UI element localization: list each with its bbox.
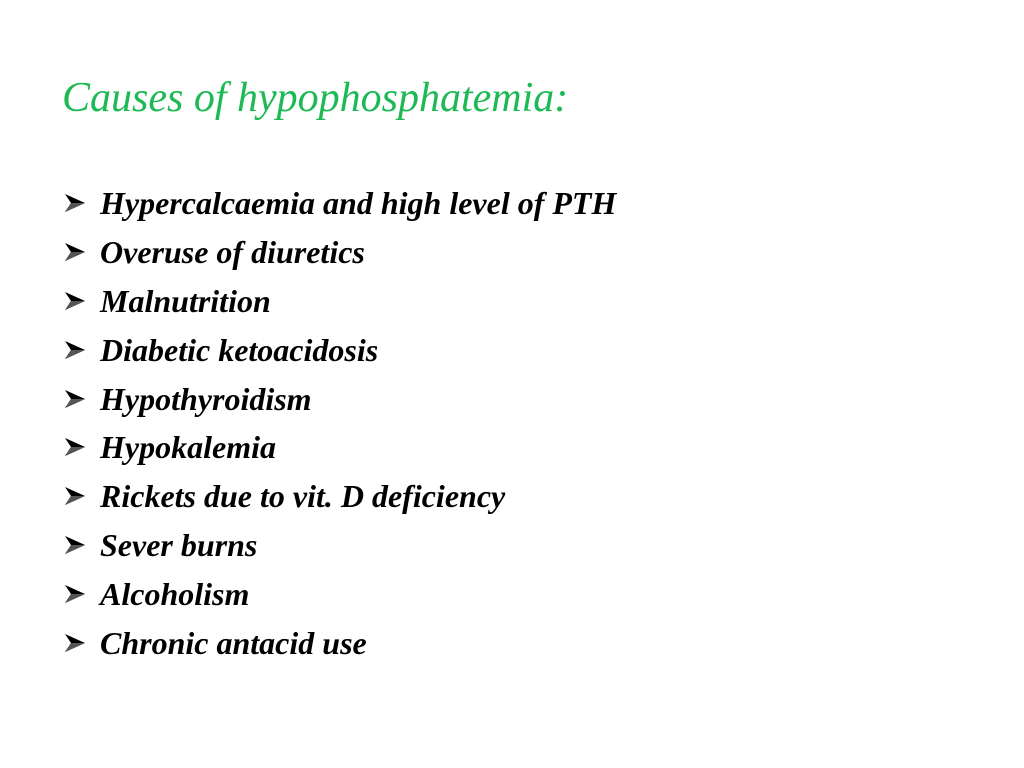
bullet-item — [64, 179, 616, 228]
bullet-item — [64, 569, 616, 618]
bullet-text: Hypokalemia — [100, 429, 276, 466]
bullet-text: Diabetic ketoacidosis — [100, 331, 379, 368]
arrow-bullet-icon — [64, 584, 90, 604]
bullet-item — [64, 472, 616, 521]
bullet-text: Overuse of diuretics — [100, 234, 365, 271]
arrow-bullet-icon — [64, 340, 90, 360]
arrow-bullet-icon — [64, 535, 90, 555]
arrow-bullet-icon — [64, 437, 90, 457]
bullet-item — [64, 228, 616, 277]
bullet-item — [64, 618, 616, 667]
slide-title: Causes of hypophosphatemia: — [62, 75, 569, 121]
bullet-list — [64, 179, 616, 667]
bullet-text: Malnutrition — [100, 282, 271, 319]
bullet-text: Sever burns — [100, 526, 258, 563]
bullet-text: Chronic antacid use — [100, 624, 367, 661]
bullet-text: Rickets due to vit. D deficiency — [100, 478, 506, 515]
arrow-bullet-icon — [64, 291, 90, 311]
arrow-bullet-icon — [64, 486, 90, 506]
bullet-item — [64, 325, 616, 374]
bullet-item — [64, 521, 616, 570]
arrow-bullet-icon — [64, 242, 90, 262]
arrow-bullet-icon — [64, 633, 90, 653]
arrow-bullet-icon — [64, 389, 90, 409]
bullet-text: Hypothyroidism — [100, 380, 312, 417]
bullet-item — [64, 423, 616, 472]
bullet-text: Alcoholism — [100, 575, 250, 612]
bullet-text: Hypercalcaemia and high level of PTH — [100, 185, 617, 222]
bullet-item — [64, 277, 616, 326]
arrow-bullet-icon — [64, 193, 90, 213]
bullet-item — [64, 374, 616, 423]
